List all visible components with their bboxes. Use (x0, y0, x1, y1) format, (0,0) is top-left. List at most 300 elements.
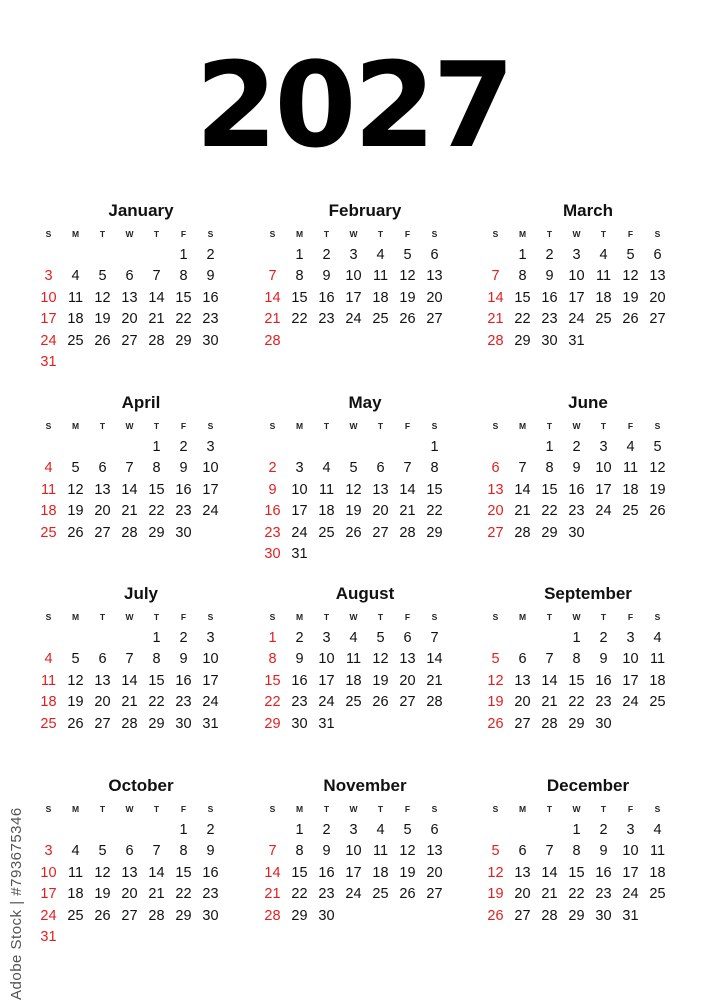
day-cell: 24 (568, 311, 585, 328)
day-cell: 12 (399, 268, 416, 285)
day-cell: 4 (71, 843, 80, 860)
weekday-header-row (482, 802, 672, 816)
day-cell: 15 (541, 481, 558, 498)
weekday-header-row (35, 419, 225, 433)
day-grid (482, 628, 671, 735)
day-grid (35, 628, 224, 735)
day-cell-sunday: 28 (264, 332, 281, 349)
weekday-header: M (518, 804, 527, 814)
day-cell: 13 (514, 672, 531, 689)
weekday-header: W (125, 612, 134, 622)
day-cell: 4 (349, 630, 358, 646)
day-cell-sunday: 23 (264, 524, 281, 541)
day-cell-sunday: 9 (268, 481, 277, 498)
day-cell: 20 (514, 886, 531, 903)
day-cell: 15 (291, 864, 308, 881)
day-cell: 16 (318, 289, 335, 306)
day-cell: 26 (94, 907, 111, 924)
day-cell: 8 (295, 268, 304, 285)
weekday-header: M (518, 612, 527, 622)
empty-day-cell (482, 628, 509, 649)
weekday-header: S (654, 229, 661, 239)
day-cell: 29 (148, 715, 165, 732)
day-cell: 14 (148, 289, 165, 306)
weekday-header: S (654, 804, 661, 814)
day-cell: 9 (599, 651, 608, 668)
weekday-header: W (572, 612, 581, 622)
weekday-header: W (125, 229, 134, 239)
day-cell: 29 (568, 715, 585, 732)
day-cell: 4 (376, 247, 385, 263)
empty-day-cell (259, 437, 286, 458)
day-cell: 3 (295, 460, 304, 477)
day-cell: 26 (399, 886, 416, 903)
weekday-header: M (71, 229, 80, 239)
weekday-header: W (349, 804, 358, 814)
day-cell: 7 (545, 651, 554, 668)
day-cell: 30 (175, 524, 192, 541)
month-name: February (328, 201, 402, 220)
day-cell: 29 (514, 332, 531, 349)
day-cell: 1 (295, 822, 304, 838)
day-cell: 25 (345, 694, 362, 711)
weekday-header: F (627, 612, 634, 622)
day-grid (482, 820, 671, 927)
day-cell-sunday: 4 (44, 651, 53, 668)
day-cell: 3 (599, 439, 608, 455)
empty-day-cell (35, 437, 62, 458)
day-cell: 16 (202, 289, 219, 306)
day-cell: 22 (291, 311, 308, 328)
day-cell-sunday: 31 (40, 353, 57, 370)
day-cell: 6 (653, 247, 662, 263)
day-cell: 3 (322, 630, 331, 646)
weekday-header-row (259, 802, 449, 816)
weekday-header: F (627, 421, 634, 431)
day-cell: 16 (175, 672, 192, 689)
month-name: October (108, 776, 174, 795)
day-cell-sunday: 14 (487, 289, 504, 306)
day-cell: 12 (372, 651, 389, 668)
day-grid (259, 437, 448, 565)
day-cell: 26 (649, 503, 666, 520)
weekday-header: S (45, 804, 52, 814)
empty-day-cell (536, 628, 563, 649)
day-cell: 27 (121, 907, 138, 924)
empty-day-cell (482, 437, 509, 458)
day-cell: 14 (121, 481, 138, 498)
day-cell: 25 (622, 503, 639, 520)
day-cell: 9 (322, 268, 331, 285)
day-cell-sunday: 7 (491, 268, 500, 285)
weekday-header: T (153, 229, 160, 239)
month-block-december (482, 775, 672, 927)
day-cell-sunday: 1 (268, 630, 277, 646)
day-cell: 26 (345, 524, 362, 541)
day-cell: 23 (202, 886, 219, 903)
weekday-header: T (377, 229, 384, 239)
day-cell-sunday: 12 (487, 672, 504, 689)
day-cell: 9 (295, 651, 304, 668)
weekday-header: T (546, 612, 553, 622)
weekday-header: S (269, 421, 276, 431)
weekday-header: T (377, 421, 384, 431)
day-cell: 27 (426, 311, 443, 328)
day-grid (35, 245, 224, 373)
weekday-header-row (35, 227, 225, 241)
day-cell: 22 (541, 503, 558, 520)
day-cell-sunday: 21 (264, 311, 281, 328)
day-cell: 24 (202, 694, 219, 711)
day-cell-sunday: 29 (264, 715, 281, 732)
empty-day-cell (259, 245, 286, 266)
day-cell: 12 (622, 268, 639, 285)
day-cell: 25 (649, 694, 666, 711)
day-grid (259, 245, 448, 352)
day-cell-sunday: 10 (40, 864, 57, 881)
day-cell: 1 (518, 247, 527, 263)
day-cell: 10 (345, 268, 362, 285)
day-cell: 22 (568, 886, 585, 903)
day-cell: 23 (202, 311, 219, 328)
empty-day-cell (509, 437, 536, 458)
day-cell: 10 (202, 460, 219, 477)
day-grid (35, 820, 224, 948)
day-cell: 3 (626, 822, 635, 838)
day-cell: 28 (541, 715, 558, 732)
weekday-header: T (323, 804, 330, 814)
day-cell: 28 (121, 524, 138, 541)
day-cell: 28 (426, 694, 443, 711)
day-cell: 5 (626, 247, 635, 263)
weekday-header: S (207, 229, 214, 239)
day-cell: 9 (599, 843, 608, 860)
day-cell: 29 (175, 907, 192, 924)
day-cell: 17 (622, 864, 639, 881)
day-cell-sunday: 25 (40, 715, 57, 732)
day-cell-sunday: 13 (487, 481, 504, 498)
day-cell: 2 (295, 630, 304, 646)
day-cell: 4 (599, 247, 608, 263)
empty-day-cell (89, 628, 116, 649)
weekday-header: T (99, 421, 106, 431)
day-cell: 27 (372, 524, 389, 541)
day-cell: 15 (148, 481, 165, 498)
day-cell: 6 (430, 822, 439, 838)
day-cell: 13 (426, 268, 443, 285)
weekday-header-row (482, 227, 672, 241)
day-cell: 4 (376, 822, 385, 838)
day-cell-sunday: 2 (268, 460, 277, 477)
weekday-header: S (207, 421, 214, 431)
empty-day-cell (89, 245, 116, 266)
day-cell: 5 (98, 268, 107, 285)
day-cell: 23 (595, 694, 612, 711)
day-cell-sunday: 17 (40, 886, 57, 903)
day-cell: 5 (98, 843, 107, 860)
day-cell: 6 (518, 651, 527, 668)
day-cell: 8 (179, 268, 188, 285)
day-cell: 1 (179, 822, 188, 838)
day-cell: 4 (653, 630, 662, 646)
day-cell: 6 (430, 247, 439, 263)
weekday-header-row (35, 802, 225, 816)
day-cell: 2 (179, 439, 188, 455)
day-cell: 29 (175, 332, 192, 349)
day-cell: 7 (403, 460, 412, 477)
weekday-header: F (404, 612, 411, 622)
empty-day-cell (116, 820, 143, 841)
day-cell: 9 (206, 843, 215, 860)
day-cell: 4 (626, 439, 635, 455)
day-cell: 13 (649, 268, 666, 285)
weekday-header: M (518, 229, 527, 239)
day-cell: 8 (152, 460, 161, 477)
weekday-header: S (431, 612, 438, 622)
day-cell: 7 (545, 843, 554, 860)
day-cell: 24 (318, 694, 335, 711)
day-cell: 18 (372, 864, 389, 881)
day-cell-sunday: 8 (268, 651, 277, 668)
month-block-september (482, 583, 672, 735)
empty-day-cell (89, 820, 116, 841)
weekday-header: W (349, 421, 358, 431)
day-cell-sunday: 19 (487, 886, 504, 903)
month-block-march (482, 200, 672, 352)
weekday-header: S (207, 804, 214, 814)
day-cell: 11 (595, 268, 612, 285)
day-cell: 22 (291, 886, 308, 903)
day-cell: 7 (125, 651, 134, 668)
day-cell: 1 (295, 247, 304, 263)
day-cell: 21 (121, 694, 138, 711)
day-cell: 23 (291, 694, 308, 711)
day-cell: 25 (372, 886, 389, 903)
day-cell: 2 (599, 630, 608, 646)
day-cell: 23 (175, 694, 192, 711)
day-cell: 8 (545, 460, 554, 477)
day-cell: 9 (322, 843, 331, 860)
day-cell: 21 (148, 886, 165, 903)
day-cell: 24 (345, 311, 362, 328)
day-cell: 7 (518, 460, 527, 477)
month-block-april (35, 392, 225, 544)
day-cell: 31 (291, 545, 308, 562)
day-cell: 8 (295, 843, 304, 860)
day-cell: 25 (649, 886, 666, 903)
day-cell: 29 (541, 524, 558, 541)
day-cell: 11 (318, 481, 335, 498)
weekday-header: T (323, 229, 330, 239)
day-cell-sunday: 6 (491, 460, 500, 477)
weekday-header: T (546, 804, 553, 814)
empty-day-cell (89, 437, 116, 458)
day-cell: 28 (399, 524, 416, 541)
day-cell: 11 (372, 268, 389, 285)
day-cell: 15 (514, 289, 531, 306)
day-cell: 22 (175, 886, 192, 903)
day-cell: 28 (148, 907, 165, 924)
day-cell-sunday: 12 (487, 864, 504, 881)
weekday-header: M (295, 612, 304, 622)
weekday-header: F (180, 612, 187, 622)
month-name: January (108, 201, 174, 220)
day-cell: 28 (514, 524, 531, 541)
day-cell: 22 (148, 694, 165, 711)
day-cell: 18 (345, 672, 362, 689)
day-cell-sunday: 25 (40, 524, 57, 541)
day-cell: 27 (514, 907, 531, 924)
day-cell: 17 (622, 672, 639, 689)
day-cell: 20 (426, 864, 443, 881)
day-cell: 20 (514, 694, 531, 711)
day-cell: 21 (121, 503, 138, 520)
weekday-header: F (404, 229, 411, 239)
day-cell-sunday: 15 (264, 672, 281, 689)
day-cell: 19 (372, 672, 389, 689)
year-title: 2027 (195, 36, 512, 174)
day-cell: 25 (67, 907, 84, 924)
day-cell-sunday: 24 (40, 907, 57, 924)
day-cell: 31 (318, 715, 335, 732)
day-cell: 2 (206, 247, 215, 263)
day-cell: 2 (545, 247, 554, 263)
weekday-header-row (259, 227, 449, 241)
day-cell: 24 (202, 503, 219, 520)
month-block-january (35, 200, 225, 373)
day-cell: 23 (318, 886, 335, 903)
weekday-header: T (153, 612, 160, 622)
empty-day-cell (394, 437, 421, 458)
weekday-header-row (259, 610, 449, 624)
weekday-header: T (377, 612, 384, 622)
day-cell-sunday: 20 (487, 503, 504, 520)
day-cell: 25 (595, 311, 612, 328)
day-cell: 24 (291, 524, 308, 541)
month-name: March (562, 201, 614, 220)
day-cell: 25 (372, 311, 389, 328)
day-cell: 9 (545, 268, 554, 285)
day-cell: 7 (152, 843, 161, 860)
day-cell: 30 (291, 715, 308, 732)
day-cell: 12 (94, 864, 111, 881)
day-cell: 16 (202, 864, 219, 881)
day-cell: 6 (376, 460, 385, 477)
day-cell: 20 (649, 289, 666, 306)
day-cell: 19 (94, 311, 111, 328)
day-cell: 30 (175, 715, 192, 732)
day-cell: 13 (121, 864, 138, 881)
day-cell: 17 (291, 503, 308, 520)
weekday-header: T (377, 804, 384, 814)
day-cell: 21 (514, 503, 531, 520)
day-cell: 20 (399, 672, 416, 689)
weekday-header-row (482, 610, 672, 624)
day-cell: 6 (98, 651, 107, 668)
day-cell: 10 (318, 651, 335, 668)
day-cell-sunday: 17 (40, 311, 57, 328)
day-cell: 11 (67, 864, 84, 881)
day-cell: 11 (67, 289, 84, 306)
weekday-header: T (99, 612, 106, 622)
weekday-header: S (492, 421, 499, 431)
month-block-february (259, 200, 449, 352)
weekday-header: F (627, 804, 634, 814)
day-cell: 30 (568, 524, 585, 541)
day-cell: 1 (430, 439, 439, 455)
weekday-header: S (492, 612, 499, 622)
day-cell: 17 (202, 672, 219, 689)
weekday-header: M (295, 421, 304, 431)
day-cell: 26 (622, 311, 639, 328)
day-cell: 27 (426, 886, 443, 903)
day-cell: 5 (403, 247, 412, 263)
day-cell: 2 (572, 439, 581, 455)
weekday-header: T (546, 421, 553, 431)
day-cell: 2 (179, 630, 188, 646)
empty-day-cell (340, 437, 367, 458)
day-cell: 7 (152, 268, 161, 285)
weekday-header: W (572, 421, 581, 431)
day-cell: 27 (121, 332, 138, 349)
day-cell: 3 (572, 247, 581, 263)
day-cell: 23 (568, 503, 585, 520)
day-cell: 18 (622, 481, 639, 498)
weekday-header: T (99, 229, 106, 239)
day-cell: 1 (572, 822, 581, 838)
day-cell: 3 (349, 247, 358, 263)
day-cell-sunday: 14 (264, 289, 281, 306)
day-cell: 1 (152, 439, 161, 455)
empty-day-cell (62, 437, 89, 458)
day-cell: 6 (98, 460, 107, 477)
day-cell: 16 (568, 481, 585, 498)
day-cell: 16 (175, 481, 192, 498)
day-cell: 7 (125, 460, 134, 477)
day-cell: 13 (94, 672, 111, 689)
day-cell-sunday: 4 (44, 460, 53, 477)
day-cell: 2 (322, 247, 331, 263)
weekday-header: M (71, 612, 80, 622)
empty-day-cell (367, 437, 394, 458)
empty-day-cell (482, 245, 509, 266)
empty-day-cell (62, 628, 89, 649)
day-cell: 18 (67, 311, 84, 328)
day-cell: 19 (94, 886, 111, 903)
weekday-header: S (654, 612, 661, 622)
day-cell: 12 (67, 672, 84, 689)
day-cell-sunday: 18 (40, 503, 57, 520)
month-block-june (482, 392, 672, 544)
day-cell-sunday: 27 (487, 524, 504, 541)
day-cell: 9 (206, 268, 215, 285)
day-cell-sunday: 26 (487, 907, 504, 924)
day-cell-sunday: 22 (264, 694, 281, 711)
day-cell-sunday: 30 (264, 545, 281, 562)
weekday-header: F (180, 804, 187, 814)
day-cell: 10 (622, 651, 639, 668)
day-cell-sunday: 28 (264, 907, 281, 924)
day-cell-sunday: 3 (44, 268, 53, 285)
weekday-header-row (35, 610, 225, 624)
day-cell: 21 (399, 503, 416, 520)
day-cell: 15 (175, 289, 192, 306)
day-cell: 2 (206, 822, 215, 838)
weekday-header: F (180, 229, 187, 239)
day-cell: 18 (649, 864, 666, 881)
day-cell: 18 (318, 503, 335, 520)
day-cell: 26 (67, 715, 84, 732)
